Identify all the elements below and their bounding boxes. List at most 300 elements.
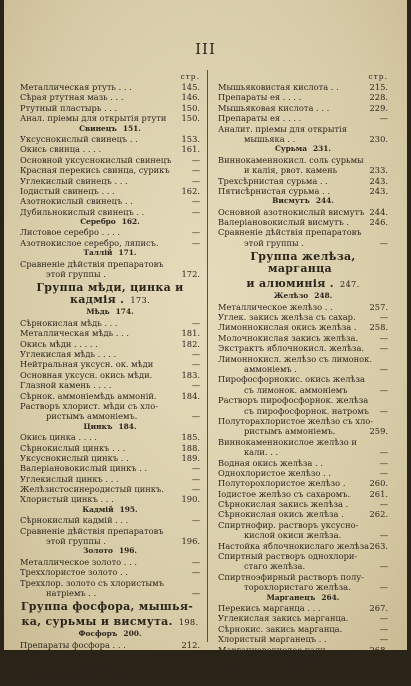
- toc-subheading: [20, 661, 200, 671]
- toc-entry-title: Аналит. пріемы для открытія: [218, 123, 347, 134]
- toc-entry: [218, 312, 388, 322]
- toc-page-number: 161.: [181, 144, 200, 155]
- toc-entry-title: Азотнокислый свинецъ . .: [20, 196, 133, 207]
- toc-page-number: 214.: [181, 670, 200, 681]
- toc-page-number: 212.: [181, 639, 200, 650]
- toc-entry-title: Сравненіе дѣйствія препаратовъ: [20, 258, 164, 269]
- toc-entry: [218, 624, 388, 634]
- toc-entry-title: Валеріановокислый висмутъ .: [218, 217, 350, 228]
- toc-subheading: [218, 196, 388, 206]
- toc-page-number: —: [191, 463, 200, 474]
- toc-subheading: [20, 629, 200, 639]
- toc-entry: [218, 227, 388, 237]
- toc-page-number: 233.: [369, 165, 388, 176]
- toc-page-number: —: [379, 363, 388, 374]
- toc-entry-title: аммоніемъ .: [244, 363, 297, 374]
- toc-column-right: [218, 72, 388, 686]
- toc-entry-title: Однохлористое желѣзо . .: [218, 467, 331, 478]
- toc-entry: [20, 567, 200, 577]
- toc-entry: [20, 359, 200, 369]
- toc-entry-title: съ пирофосфорнок. натромъ: [244, 405, 369, 416]
- toc-entry-title: Спиртный растворъ однохлори-: [218, 551, 358, 562]
- toc-entry-title: Марганцовокислое кали . .: [218, 644, 337, 655]
- toc-entry: [218, 395, 388, 405]
- toc-entry-title: Красная перекись свинца, сурикъ: [20, 165, 170, 176]
- toc-page-number: —: [191, 515, 200, 526]
- toc-subheading: [218, 291, 388, 301]
- toc-page-number: 269.: [369, 675, 388, 686]
- toc-entry: [20, 463, 200, 473]
- toc-entry: [20, 557, 200, 567]
- toc-entry: [20, 370, 200, 380]
- toc-entry: [218, 82, 388, 92]
- toc-page-number: —: [191, 380, 200, 391]
- toc-page-number: 248.: [314, 291, 333, 301]
- toc-entry-title: Лимоннокислая окись желѣза .: [218, 322, 357, 333]
- toc-entry-title: Нейтральная уксусн. ок. мѣди: [20, 359, 154, 370]
- toc-entry: [218, 489, 388, 499]
- toc-entry: [20, 144, 200, 154]
- toc-entry: [218, 155, 388, 165]
- toc-page-number: 185.: [181, 432, 200, 443]
- toc-page-number: —: [379, 312, 388, 323]
- toc-entry: [218, 343, 388, 353]
- toc-entry-title: Ртутный пластырь . . .: [20, 102, 118, 113]
- toc-entry-title: Окись цинка . . . .: [20, 432, 97, 443]
- toc-page-number: 267.: [369, 602, 388, 613]
- toc-section-heading: [20, 601, 200, 613]
- toc-entry-continuation: [218, 238, 388, 248]
- toc-entry-title: Сѣрнокислый цинкъ . . .: [20, 442, 126, 453]
- toc-entry-title: Полуторахлористое желѣзо съ хло-: [218, 415, 374, 426]
- toc-subheading: [218, 655, 388, 665]
- toc-page-number: 146.: [181, 92, 200, 103]
- toc-entry-title: Фосфоръ: [78, 629, 118, 639]
- toc-page-number: —: [191, 484, 200, 495]
- toc-entry-title: Основной уксуснокислый свинецъ: [20, 154, 172, 165]
- toc-page-number: 231.: [313, 144, 332, 154]
- toc-entry: [20, 578, 200, 588]
- toc-entry-title: съ лимонок. аммоніемъ: [244, 384, 348, 395]
- toc-entry: [218, 176, 388, 186]
- toc-entry-title: Полуторохлористое желѣзо .: [218, 478, 346, 489]
- toc-page-number: 258.: [369, 322, 388, 333]
- toc-entry-title: ка, сурьмы и висмута.: [21, 615, 173, 629]
- toc-entry-continuation: [20, 588, 200, 598]
- toc-entry: [218, 333, 388, 343]
- toc-entry-title: Треххлор. золото съ хлористымъ: [20, 577, 164, 588]
- toc-page-number: —: [191, 473, 200, 484]
- toc-page-number: 153.: [181, 133, 200, 144]
- toc-entry-title: мышьяка . .: [244, 133, 296, 144]
- toc-entry-title: Серебро: [80, 217, 116, 227]
- toc-entry: [218, 665, 388, 675]
- toc-entry: [20, 349, 200, 359]
- toc-entry: [20, 671, 200, 681]
- toc-page-number: —: [379, 113, 388, 124]
- toc-page-number: 243.: [369, 185, 388, 196]
- toc-entry-continuation: [218, 385, 388, 395]
- toc-entry: [218, 302, 388, 312]
- toc-page-number: —: [191, 567, 200, 578]
- toc-section-heading: [218, 251, 388, 275]
- toc-page-number: 213.: [126, 660, 145, 670]
- toc-entry: [218, 520, 388, 530]
- toc-entry: [20, 92, 200, 102]
- toc-page-number: 198.: [178, 617, 199, 628]
- toc-entry-title: Висмутъ: [272, 196, 310, 206]
- toc-entry: [218, 634, 388, 644]
- toc-entry-title: Дубильнокислый свинецъ . .: [20, 206, 145, 217]
- column-divider: [207, 70, 208, 642]
- toc-entry-title: Окись свинца . . . .: [20, 144, 102, 155]
- toc-entry-title: Азотнокислое серебро, ляписъ.: [20, 237, 159, 248]
- page-number: III: [195, 40, 216, 58]
- toc-entry-title: Сѣрнок. окись глинія съ сѣрно-: [218, 665, 356, 676]
- toc-subheading: [218, 593, 388, 603]
- toc-entry: [20, 640, 200, 650]
- toc-entry-title: Сѣрнокислая мѣдь . . .: [20, 317, 118, 328]
- toc-entry: [218, 499, 388, 509]
- toc-entry-title: Группа желѣза, марганца: [250, 250, 356, 276]
- toc-page-number: 244.: [369, 206, 388, 217]
- toc-entry: [20, 328, 200, 338]
- toc-page-number: 246.: [369, 217, 388, 228]
- toc-page-number: 182.: [181, 338, 200, 349]
- toc-entry-title: Цинкъ: [83, 421, 113, 431]
- toc-page-number: —: [191, 206, 200, 217]
- toc-entry: [20, 259, 200, 269]
- toc-page-number: 262.: [369, 509, 388, 520]
- toc-subheading: [20, 546, 200, 556]
- toc-entry-title: Сѣрнок. аммоніемѣдь аммоній.: [20, 390, 157, 401]
- toc-entry: [20, 453, 200, 463]
- toc-page-number: —: [379, 561, 388, 572]
- toc-entry-title: Водная окись желѣза . .: [218, 457, 323, 468]
- toc-entry-title: ристымъ аммоніемъ.: [46, 411, 138, 422]
- toc-page-number: 184.: [181, 390, 200, 401]
- toc-page-number: 228.: [369, 92, 388, 103]
- toc-page-number: —: [379, 499, 388, 510]
- toc-entry-title: кислой окиси желѣза.: [244, 530, 342, 541]
- toc-entry-title: этой группы .: [46, 536, 106, 547]
- toc-page-number: —: [191, 165, 200, 176]
- toc-entry-title: Свинецъ: [79, 123, 117, 133]
- toc-entry-title: Углек. закись желѣза съ сахар.: [218, 312, 356, 323]
- toc-entry-title: этой группы .: [46, 269, 106, 280]
- toc-entry-continuation: [20, 269, 200, 279]
- toc-page-number: 213.: [181, 650, 200, 661]
- toc-page-number: —: [191, 317, 200, 328]
- toc-entry-title: Пирофосфорнокис. окись желѣза: [218, 374, 365, 385]
- toc-entry: [20, 196, 200, 206]
- toc-entry-continuation: [218, 426, 388, 436]
- toc-page-number: —: [379, 384, 388, 395]
- toc-entry-title: Группа фосфора, мышья-: [20, 600, 194, 614]
- toc-entry: [20, 380, 200, 390]
- toc-entry: [20, 318, 200, 328]
- toc-page-number: 183.: [181, 369, 200, 380]
- toc-subheading: [20, 505, 200, 515]
- toc-entry: [218, 103, 388, 113]
- toc-page-number: 257.: [369, 301, 388, 312]
- toc-entry-title: кали. . .: [244, 447, 279, 458]
- toc-entry-title: Желѣзистосинеродистый цинкъ.: [20, 484, 164, 495]
- toc-entry-title: Хлористый цинкъ . . .: [20, 494, 114, 505]
- toc-page-number: —: [379, 613, 388, 624]
- toc-entry-title: Сѣрнокислый кадмій . . .: [20, 515, 129, 526]
- toc-entry-title: Спиртнофир. растворъ уксусно-: [218, 519, 359, 530]
- toc-entry-continuation: [218, 165, 388, 175]
- toc-entry-title: Растворъ хлорист. мѣди съ хло-: [20, 400, 159, 411]
- toc-entry-title: Сурьма: [274, 144, 307, 154]
- toc-section-heading: [20, 616, 200, 628]
- toc-entry-title: стаго желѣза.: [244, 561, 306, 572]
- toc-page-number: 150.: [181, 113, 200, 124]
- toc-entry-title: Мѣдь: [86, 307, 110, 317]
- toc-entry-continuation: [218, 561, 388, 571]
- toc-page-number: —: [379, 332, 388, 343]
- toc-subheading: [20, 124, 200, 134]
- toc-subheading: [20, 248, 200, 258]
- toc-page-number: —: [191, 227, 200, 238]
- toc-entry-title: Анал. пріемы для открытія ртути: [20, 113, 167, 124]
- toc-entry: [218, 374, 388, 384]
- toc-page-number: 151.: [122, 123, 141, 133]
- toc-entry: [20, 432, 200, 442]
- toc-entry-title: Сравненіе дѣйствія препаратовъ: [218, 227, 362, 238]
- toc-section-heading: [20, 282, 200, 306]
- toc-entry-title: Металлическое желѣзо . .: [218, 301, 333, 312]
- toc-page-number: 261.: [369, 488, 388, 499]
- toc-entry: [218, 124, 388, 134]
- toc-page-number: 188.: [181, 442, 200, 453]
- toc-entry-title: Сѣрнокислая окись желѣза .: [218, 509, 344, 520]
- toc-entry-title: Молочнокислая закись желѣза.: [218, 332, 359, 343]
- toc-page-number: —: [191, 237, 200, 248]
- toc-entry: [20, 227, 200, 237]
- toc-entry-title: Основная уксусн. окись мѣди.: [20, 369, 153, 380]
- toc-entry-continuation: [218, 676, 388, 686]
- toc-entry: [218, 113, 388, 123]
- toc-entry-title: Перекись марганца . . .: [218, 602, 321, 613]
- toc-entry: [20, 134, 200, 144]
- toc-page-number: 190.: [181, 494, 200, 505]
- toc-entry: [218, 322, 388, 332]
- toc-page-number: 162.: [121, 217, 140, 227]
- toc-page-number: 189.: [181, 452, 200, 463]
- toc-entry: [20, 443, 200, 453]
- toc-subheading: [218, 144, 388, 154]
- book-page: [4, 0, 407, 686]
- toc-entry: [218, 416, 388, 426]
- toc-entry-title: торохлористаго желѣза.: [244, 582, 351, 593]
- toc-page-number: —: [379, 447, 388, 458]
- toc-entry-title: кислымъ кали.: [244, 675, 310, 686]
- toc-page-number: —: [191, 556, 200, 567]
- toc-page-number: 195.: [119, 504, 138, 514]
- toc-page-number: 259.: [369, 426, 388, 437]
- toc-page-number: 150.: [181, 102, 200, 113]
- toc-entry-title: Лимоннокисл. желѣзо съ лимонок.: [218, 353, 372, 364]
- toc-entry-title: Виннокаменнокисл. соль сурьмы: [218, 154, 364, 165]
- toc-entry: [218, 509, 388, 519]
- toc-page-number: —: [191, 348, 200, 359]
- toc-page-number: —: [379, 530, 388, 541]
- toc-entry-title: Экстрактъ яблочнокисл. желѣза.: [218, 343, 365, 354]
- toc-entry-continuation: [20, 536, 200, 546]
- toc-page-number: 229.: [369, 102, 388, 113]
- toc-entry: [20, 113, 200, 123]
- toc-page-number: 196.: [118, 546, 137, 556]
- toc-entry: [20, 103, 200, 113]
- toc-entry: [218, 354, 388, 364]
- toc-entry-title: Трехсѣрнистая сурьма . .: [218, 175, 328, 186]
- toc-entry-title: Іодистый свинецъ . . .: [20, 185, 115, 196]
- toc-page-number: 200.: [123, 629, 142, 639]
- toc-entry-title: Металлическое золото . . .: [20, 556, 137, 567]
- toc-entry: [218, 541, 388, 551]
- toc-entry: [20, 186, 200, 196]
- toc-entry: [218, 551, 388, 561]
- toc-page-number: —: [191, 587, 200, 598]
- toc-page-number: —: [191, 359, 200, 370]
- column-header: стр.: [368, 72, 388, 81]
- toc-entry-title: Углекислая мѣдь . . . .: [20, 348, 117, 359]
- toc-entry-title: Алюминій: [277, 654, 323, 664]
- toc-entry: [20, 339, 200, 349]
- toc-entry-title: Основной азотнокислый висмутъ: [218, 206, 365, 217]
- toc-subheading: [20, 217, 200, 227]
- toc-entry-title: Желѣзо: [273, 291, 309, 301]
- toc-entry-title: Глазной камень . . . .: [20, 380, 112, 391]
- toc-entry-title: Препараты ея . . . .: [218, 92, 302, 103]
- toc-entry-title: Углекислая закись марганца.: [218, 613, 349, 624]
- toc-entry-title: Препараты ея . . . .: [218, 113, 302, 124]
- toc-entry-title: Сѣрнокис. закись марганца.: [218, 623, 343, 634]
- toc-entry-continuation: [218, 530, 388, 540]
- toc-entry-title: Углекислый цинкъ . . .: [20, 473, 119, 484]
- toc-entry-continuation: [218, 134, 388, 144]
- toc-entry-title: Мышьяковая кислота . . .: [218, 102, 330, 113]
- toc-entry-title: Мышьякъ: [75, 660, 121, 670]
- toc-entry: [218, 468, 388, 478]
- toc-page-number: —: [191, 196, 200, 207]
- toc-page-number: 230.: [369, 133, 388, 144]
- toc-entry-title: Окись мѣди . . . . .: [20, 338, 98, 349]
- toc-entry-title: Металлическій мышьякъ . .: [20, 670, 142, 681]
- toc-entry: [20, 515, 200, 525]
- toc-entry: [20, 82, 200, 92]
- toc-entry-title: Анал. пріемы для открытія его: [20, 650, 156, 661]
- toc-page-number: —: [379, 237, 388, 248]
- toc-entry-title: и алюминія .: [246, 277, 334, 291]
- toc-entry-title: Сѣрая ртутная мазь . . .: [20, 92, 124, 103]
- toc-entry-title: Металлическая мѣдь . . .: [20, 328, 129, 339]
- toc-page-number: 184.: [118, 421, 137, 431]
- toc-page-number: 215.: [369, 82, 388, 92]
- toc-entry: [218, 613, 388, 623]
- toc-entry: [218, 92, 388, 102]
- toc-entry-title: Настойка яблочнокислаго желѣза: [218, 540, 370, 551]
- toc-page-number: 171.: [118, 248, 137, 258]
- toc-page-number: 247.: [339, 279, 360, 290]
- toc-entry-title: Марганецъ: [266, 592, 316, 602]
- toc-subheading: [20, 422, 200, 432]
- toc-page-number: 263.: [369, 540, 388, 551]
- toc-page-number: 196.: [181, 536, 200, 547]
- toc-page-number: 268.: [369, 644, 388, 655]
- toc-entry: [218, 437, 388, 447]
- toc-entry-title: Растворъ пирофосфорнок. желѣза: [218, 395, 369, 406]
- toc-entry: [218, 186, 388, 196]
- toc-entry: [20, 165, 200, 175]
- toc-entry-title: Виннокаменнокислое желѣзо и: [218, 436, 357, 447]
- toc-entry: [218, 478, 388, 488]
- toc-subheading: [20, 307, 200, 317]
- toc-entry: [20, 474, 200, 484]
- toc-entry: [20, 238, 200, 248]
- toc-page-number: —: [379, 634, 388, 645]
- toc-entry-title: Группа мѣди, цинка и кадмія .: [36, 281, 184, 307]
- toc-entry-title: Треххлористое золото . .: [20, 567, 128, 578]
- toc-entry-continuation: [20, 411, 200, 421]
- toc-entry: [20, 207, 200, 217]
- toc-page-number: 174.: [115, 307, 134, 317]
- toc-entry-title: Сравненіе дѣйствія препаратовъ: [20, 525, 164, 536]
- toc-entry: [218, 603, 388, 613]
- toc-page-number: —: [379, 343, 388, 354]
- toc-entry-title: Сѣрнокислая закись желѣза .: [218, 499, 349, 510]
- toc-entry-title: Золото: [83, 546, 113, 556]
- toc-entry: [20, 484, 200, 494]
- toc-entry-title: Мышьяковистая кислота . .: [218, 82, 339, 92]
- toc-entry-title: ристымъ аммоніемъ.: [244, 426, 336, 437]
- toc-entry: [20, 526, 200, 536]
- toc-entry: [20, 155, 200, 165]
- toc-entry: [218, 207, 388, 217]
- toc-entry-continuation: [218, 406, 388, 416]
- toc-entry-title: Листовое серебро . . . .: [20, 227, 121, 238]
- toc-page-number: 243.: [369, 175, 388, 186]
- toc-section-heading: [218, 278, 388, 290]
- toc-entry: [20, 391, 200, 401]
- toc-page-number: 260.: [369, 478, 388, 489]
- toc-page-number: —: [379, 405, 388, 416]
- toc-entry-title: Уксуснокислый цинкъ . .: [20, 452, 129, 463]
- toc-entry-title: Уксуснокислый свинецъ . .: [20, 133, 138, 144]
- toc-entry-title: Спиртноэфирный растворъ полу-: [218, 571, 364, 582]
- toc-page-number: 145.: [181, 82, 200, 92]
- toc-entry-title: натріемъ . .: [46, 587, 97, 598]
- toc-entry-title: Валеріановокислый цинкъ . .: [20, 463, 148, 474]
- toc-entry-title: и калія, рвот. камень: [244, 165, 338, 176]
- toc-entry: [218, 217, 388, 227]
- toc-page-number: —: [379, 457, 388, 468]
- column-header: стр.: [180, 72, 200, 81]
- toc-entry: [218, 458, 388, 468]
- toc-entry-continuation: [218, 582, 388, 592]
- toc-page-number: —: [191, 175, 200, 186]
- toc-entry-continuation: [218, 364, 388, 374]
- toc-entry-title: Препараты фосфора . . .: [20, 639, 126, 650]
- toc-page-number: 181.: [181, 328, 200, 339]
- toc-entry-title: Іодистое желѣзо съ сахаромъ.: [218, 488, 351, 499]
- toc-page-number: 172.: [181, 269, 200, 280]
- toc-entry: [20, 650, 200, 660]
- toc-entry-title: Хлористый марганецъ . .: [218, 634, 327, 645]
- toc-entry-title: Углекислый свинецъ . . .: [20, 175, 128, 186]
